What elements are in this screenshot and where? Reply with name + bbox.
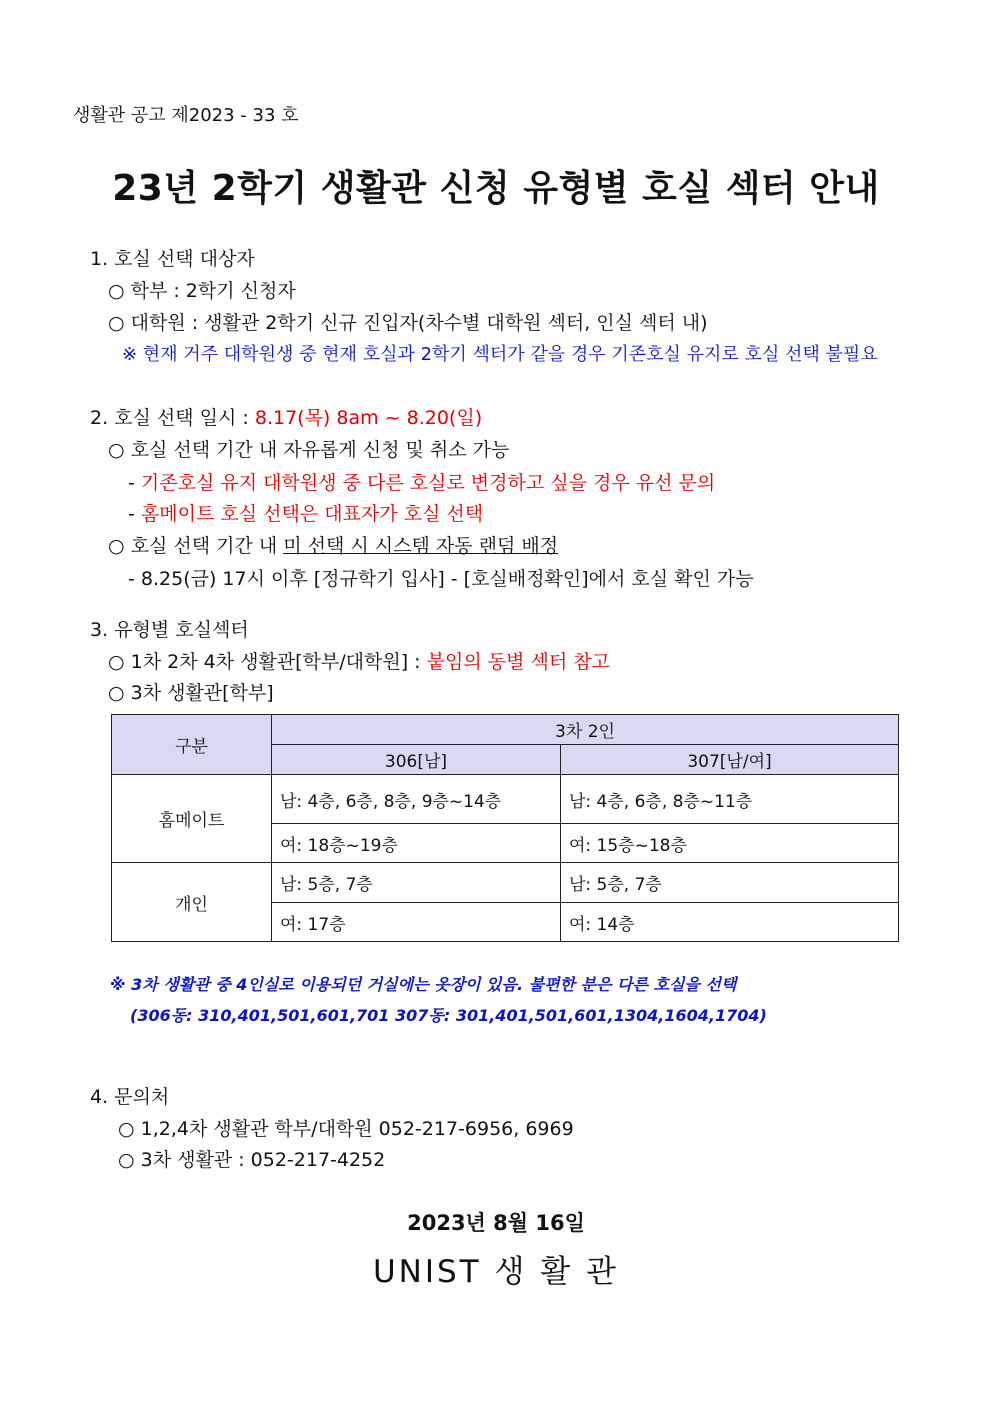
section1-heading: 1. 호실 선택 대상자 <box>90 248 255 270</box>
section2-sub-existing <box>128 468 715 495</box>
table-note-line2: (306동: 310,401,501,601,701 307동: 301,401,501,601,1304,1604,1704) <box>130 1006 767 1025</box>
issue-date: 2023년 8월 16일 <box>407 1211 585 1235</box>
table-header-306: 306[남] <box>272 745 561 775</box>
row-label-homemate: 홈메이트 <box>112 775 272 863</box>
table-cell: 남: 5층, 7층 <box>561 863 899 903</box>
row-label-individual: 개인 <box>112 863 272 942</box>
section2-period: 8.17(목) 8am ~ 8.20(일) <box>254 407 483 429</box>
table-row <box>112 863 899 903</box>
section3-item-third: ○ 3차 생활관[학부] <box>108 682 274 704</box>
section1-item-undergrad: ○ 학부 : 2학기 신청자 <box>108 280 296 302</box>
section1-note: ※ 현재 거주 대학원생 중 현재 호실과 2학기 섹터가 같을 경우 기존호실 유지로 호실 선택 불필요 <box>122 344 878 365</box>
dash: - <box>128 472 141 494</box>
section2-sub-homemate <box>128 499 483 526</box>
section2-random-assign: 미 선택 시 시스템 자동 랜덤 배정 <box>283 535 559 557</box>
section2-sub-homemate-text: 홈메이트 호실 선택은 대표자가 호실 선택 <box>140 503 484 525</box>
section2-item-random <box>108 531 558 558</box>
table-header-307: 307[남/여] <box>561 745 899 775</box>
table-cell: 여: 14층 <box>561 903 899 942</box>
section2-sub-check: - 8.25(금) 17시 이후 [정규학기 입사] - [호실배정확인]에서 호실 확인 가능 <box>128 568 754 590</box>
section2-item-random-label: ○ 호실 선택 기간 내 <box>108 535 284 557</box>
table-header-category: 구분 <box>112 715 272 775</box>
table-row <box>112 775 899 824</box>
table-cell: 여: 17층 <box>272 903 561 942</box>
table-cell: 남: 5층, 7층 <box>272 863 561 903</box>
section3-sector-ref: 붙임의 동별 섹터 참고 <box>426 651 610 673</box>
organization-name: UNIST 생 활 관 <box>372 1254 620 1290</box>
table-note-line1: ※ 3차 생활관 중 4인실로 이용되던 거실에는 옷장이 있음. 불편한 분은 다른 호실을 선택 <box>110 975 737 994</box>
table-cell: 여: 18층~19층 <box>272 824 561 863</box>
section2-sub-existing-text: 기존호실 유지 대학원생 중 다른 호실로 변경하고 싶을 경우 유선 문의 <box>140 472 716 494</box>
contact-item-dorms: ○ 1,2,4차 생활관 학부/대학원 052-217-6956, 6969 <box>118 1118 574 1140</box>
table-header-group: 3차 2인 <box>272 715 899 745</box>
contact-item-third: ○ 3차 생활관 : 052-217-4252 <box>118 1149 386 1171</box>
section3-item-dorms <box>108 647 610 674</box>
section3-heading: 3. 유형별 호실섹터 <box>90 619 249 641</box>
section1-item-grad: ○ 대학원 : 생활관 2학기 신규 진입자(차수별 대학원 섹터, 인실 섹터 내) <box>108 312 708 334</box>
table-cell: 여: 15층~18층 <box>561 824 899 863</box>
section2-item-free: ○ 호실 선택 기간 내 자유롭게 신청 및 취소 가능 <box>108 439 510 461</box>
sector-table <box>111 714 899 942</box>
dash: - <box>128 503 141 525</box>
section3-item-dorms-label: ○ 1차 2차 4차 생활관[학부/대학원] : <box>108 651 427 673</box>
page-title: 23년 2학기 생활관 신청 유형별 호실 섹터 안내 <box>112 168 880 209</box>
section2-heading-label: 2. 호실 선택 일시 : <box>90 407 255 429</box>
notice-number: 생활관 공고 제2023 - 33 호 <box>73 105 299 126</box>
section4-heading: 4. 문의처 <box>90 1086 170 1108</box>
table-cell: 남: 4층, 6층, 8층~11층 <box>561 775 899 824</box>
table-cell: 남: 4층, 6층, 8층, 9층~14층 <box>272 775 561 824</box>
section2-heading <box>90 403 482 430</box>
